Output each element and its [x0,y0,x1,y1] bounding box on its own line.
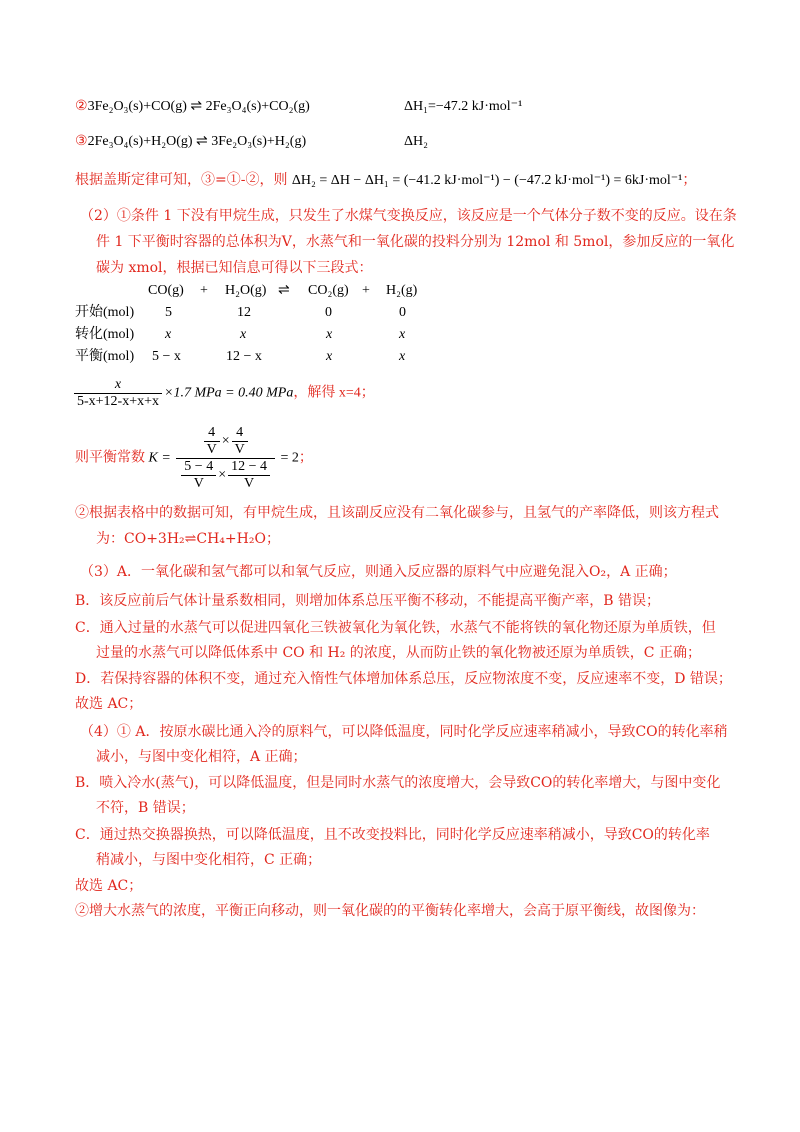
part3-option-b: B．该反应前后气体计量系数相同，则增加体系总压平衡不移动，不能提高平衡产率，B 错误； [75,593,661,609]
ice-cell: 0 [399,305,406,320]
equilibrium-constant-equation [75,425,313,492]
part4-graph-explanation: ②增大水蒸气的浓度，平衡正向移动，则一氧化碳的的平衡转化率增大，会高于原平衡线，故图像为： [75,903,705,919]
reaction-2-number: ② [75,99,88,114]
ice-header-equilibrium: ⇌ [278,283,290,298]
ice-cell: x [326,349,333,364]
pressure-equation [72,377,375,410]
ice-header-h2: H₂(g) [386,283,418,298]
k-frac-d [228,459,270,492]
part4-option-a-line-2: 减小，与图中变化相符，A 正确； [96,749,307,765]
k-frac-a [204,425,220,458]
ice-cell: 5 [165,305,172,320]
k-denominator [176,459,275,492]
k-numerator [176,425,275,459]
k-end: ； [298,450,313,466]
pressure-numerator: x [74,377,162,394]
ice-header-plus-1: + [200,283,208,298]
ice-cell: x [399,327,406,342]
k-frac-c-den: V [193,476,204,491]
hess-law-formula: ΔH₂ = ΔH − ΔH₁ = (−41.2 kJ·mol⁻¹) − (−47.2 kJ·mol⁻¹) = 6kJ·mol⁻¹ [291,173,683,188]
k-result: = 2 [280,450,299,466]
part4-choice: 故选 AC； [75,878,143,894]
k-frac-b-num: 4 [232,425,248,442]
k-frac-b-den: V [234,442,245,457]
ice-cell: x [399,349,406,364]
side-reaction-line-1: ②根据表格中的数据可知，有甲烷生成，且该副反应没有二氧化碳参与，且氢气的产率降低，则该方程式 [75,505,719,521]
reaction-3-equation: 2Fe₃O₄(s)+H₂O(g) ⇌ 3Fe₂O₃(s)+H₂(g) [87,134,307,149]
reaction-2-enthalpy: ΔH₁=−47.2 kJ·mol⁻¹ [404,99,523,114]
part2-line-2: 件 1 下平衡时容器的总体积为V，水蒸气和一氧化碳的投料分别为 12mol 和 5mol，参加反应的一氧化 [96,234,735,250]
pressure-solution: ，解得 x=4； [293,385,375,401]
part4-option-c-line-1: C．通过热交换器换热，可以降低温度，且不改变投料比，同时化学反应速率稍减小，导致CO的转化率 [75,827,710,843]
ice-cell: 12 [237,305,251,320]
ice-header-co2: CO₂(g) [308,283,349,298]
reaction-3-number: ③ [75,134,88,149]
hess-law-text: 根据盖斯定律可知，③=①-②，则 [75,172,288,188]
pressure-fraction [74,377,162,410]
ice-row-change-label: 转化(mol) [75,327,135,342]
reaction-3 [75,133,306,151]
ice-cell: 12 − x [226,349,262,364]
k-frac-b [232,425,248,458]
part3-option-a: （3）A．一氧化碳和氢气都可以和氧气反应，则通入反应器的原料气中应避免混入O₂，A 正确； [80,564,677,580]
k-frac-a-den: V [206,442,217,457]
ice-cell: x [165,327,172,342]
ice-header-h2o: H₂O(g) [225,283,267,298]
k-frac-c-num: 5 − 4 [181,459,216,476]
ice-cell: 5 − x [152,349,181,364]
ice-row-equilibrium-label: 平衡(mol) [75,349,135,364]
k-times-1: × [221,433,230,449]
reaction-2-equation: 3Fe₂O₃(s)+CO(g) ⇌ 2Fe₃O₄(s)+CO₂(g) [87,99,310,114]
hess-law-end: ； [682,172,697,188]
part4-option-b-line-1: B．喷入冷水(蒸气)，可以降低温度，但是同时水蒸气的浓度增大，会导致CO的转化率增大，与图中变化 [75,775,721,791]
part4-option-a-line-1: （4）① A．按原水碳比通入冷的原料气，可以降低温度，同时化学反应速率稍减小，导致CO的转化率稍 [80,724,728,740]
k-fraction [176,425,275,492]
k-frac-a-num: 4 [204,425,220,442]
side-reaction-line-2: 为：CO+3H₂⇌CH₄+H₂O； [96,531,280,547]
part4-option-b-line-2: 不符，B 错误； [96,800,195,816]
k-times-2: × [218,467,227,483]
k-frac-c [181,459,216,492]
k-frac-d-num: 12 − 4 [228,459,270,476]
ice-cell: x [240,327,247,342]
ice-header-plus-2: + [362,283,370,298]
part4-option-c-line-2: 稍减小，与图中变化相符，C 正确； [96,852,322,868]
ice-header-co: CO(g) [148,283,184,298]
ice-cell: 0 [325,305,332,320]
part3-option-d: D．若保持容器的体积不变，通过充入惰性气体增加体系总压，反应物浓度不变，反应速率不变，D 错误； [75,671,732,687]
part3-option-c-line-1: C．通入过量的水蒸气可以促进四氧化三铁被氧化为氧化铁，水蒸气不能将铁的氧化物还原为单质铁，但 [75,620,716,636]
k-prefix: 则平衡常数 [75,450,145,466]
part2-line-1: （2）①条件 1 下没有甲烷生成，只发生了水煤气变换反应，该反应是一个气体分子数不变的反应。设在条 [80,208,737,224]
reaction-2 [75,98,310,116]
pressure-rest: ×1.7 MPa = 0.40 MPa [164,385,294,401]
k-frac-d-den: V [244,476,255,491]
reaction-3-enthalpy: ΔH₂ [404,134,428,149]
part2-line-3: 碳为 xmol，根据已知信息可得以下三段式： [96,260,373,276]
hess-law-line [75,170,740,191]
pressure-denominator: 5-x+12-x+x+x [77,394,160,409]
k-symbol: K = [148,450,171,466]
ice-cell: x [326,327,333,342]
part3-choice: 故选 AC； [75,696,143,712]
ice-row-start-label: 开始(mol) [75,305,135,320]
part3-option-c-line-2: 过量的水蒸气可以降低体系中 CO 和 H₂ 的浓度，从而防止铁的氧化物被还原为单质铁，C 正确； [96,645,701,661]
